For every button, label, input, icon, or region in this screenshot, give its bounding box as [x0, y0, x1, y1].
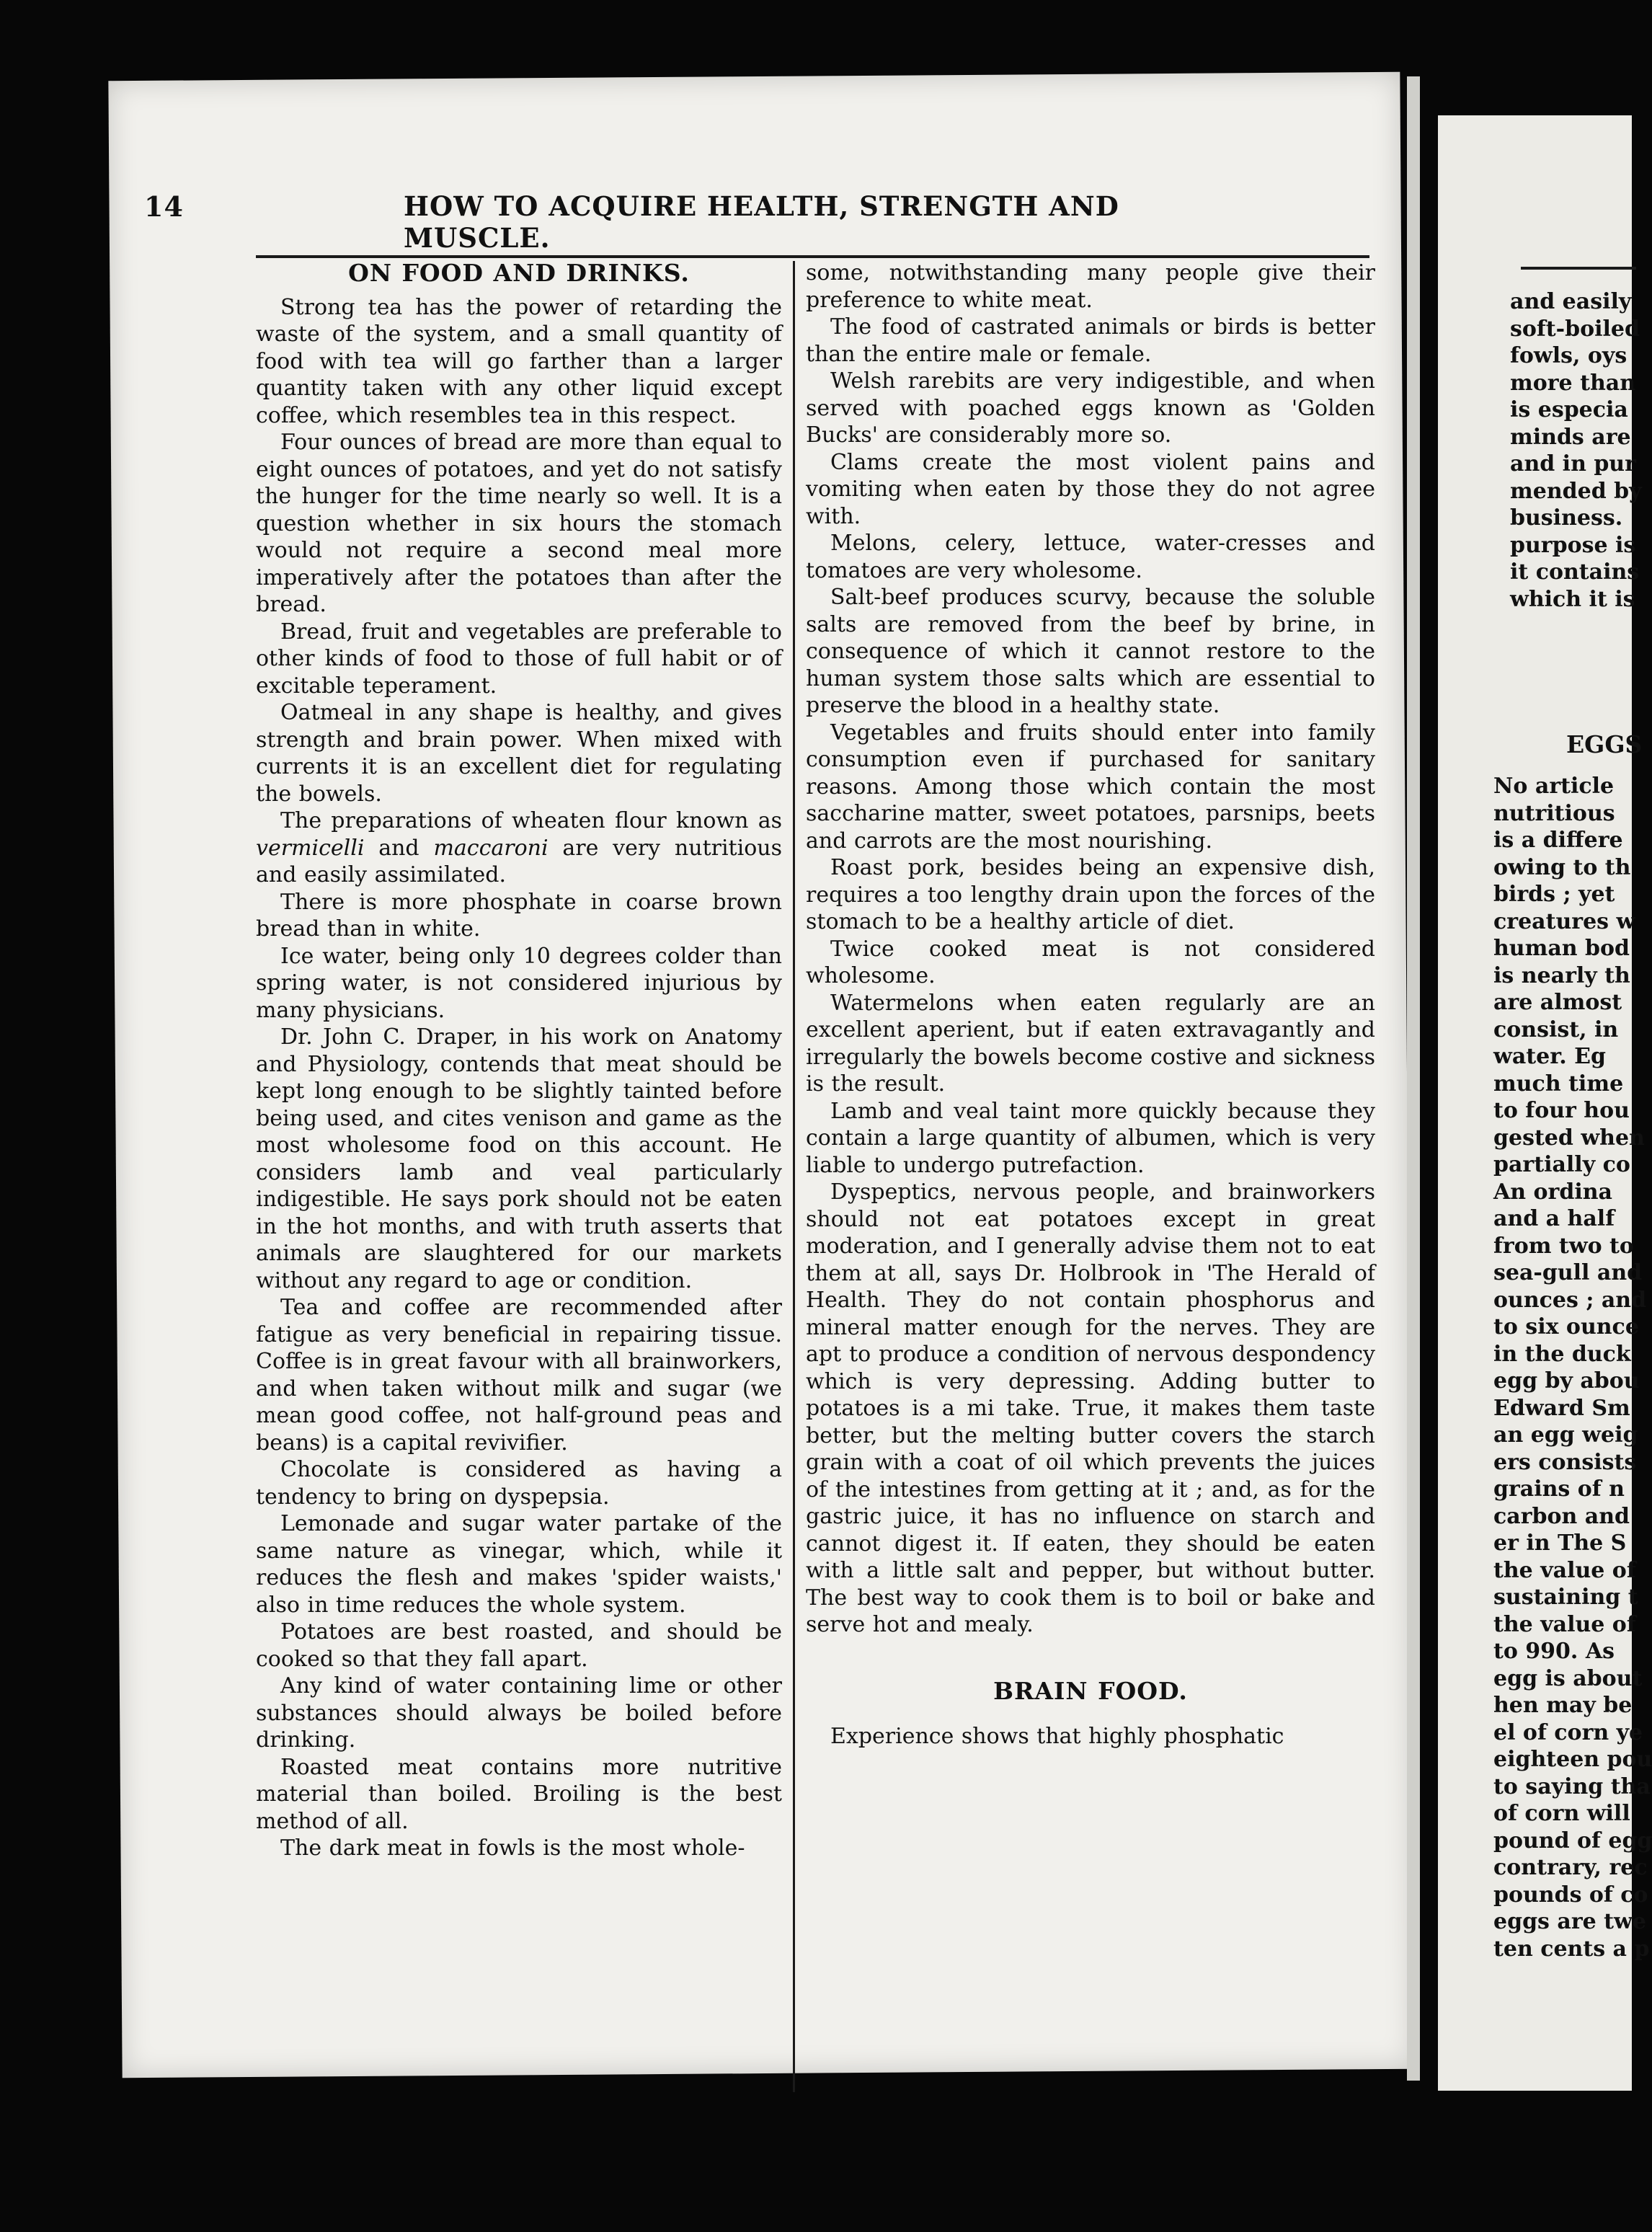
next-page-lines-bottom [1493, 773, 1652, 1962]
next-page-line: are almost [1493, 990, 1622, 1015]
next-page-line: egg is about [1493, 1665, 1643, 1691]
next-page-line: nutritious [1493, 800, 1615, 826]
next-page-line: is nearly th [1493, 962, 1630, 988]
paragraph: Watermelons when eaten regularly are an excellent aperient, but if eaten extravagantly and irregularly the bowels become costive and sickness is the result. [806, 990, 1375, 1097]
paragraph-continued: some, notwithstanding many people give their preference to white meat. [806, 260, 1375, 313]
next-page-line: ers consists [1493, 1449, 1637, 1475]
next-page-line: much time [1493, 1071, 1624, 1097]
paragraph: Experience shows that highly phosphatic [830, 1724, 1284, 1749]
next-page-line: and a half [1493, 1206, 1615, 1231]
next-page-line: sea-gull and [1493, 1260, 1643, 1285]
next-page-line: an egg weig [1493, 1422, 1638, 1448]
paragraph: Salt-beef produces scurvy, because the soluble salts are removed from the beef by brine, in consequence of which it cannot restore to the human system those salts which are essential to preserve the blood in a healthy state. [806, 585, 1375, 718]
next-page-line: el of corn ye [1493, 1719, 1643, 1745]
next-page-line: water. Eg [1493, 1044, 1606, 1069]
text-run: The preparations of wheaten flour known as [280, 808, 782, 833]
next-page-line: egg by abou [1493, 1368, 1640, 1394]
next-page-line: contrary, rec [1493, 1855, 1648, 1880]
paragraph: Melons, celery, lettuce, water-cresses and tomatoes are very wholesome. [806, 531, 1375, 583]
next-page-line: fowls, oys [1510, 343, 1627, 368]
paragraph-wheaten-flour [256, 807, 782, 889]
next-page-line: eggs are twe [1493, 1909, 1646, 1934]
paragraph: Four ounces of bread are more than equal to eight ounces of potatoes, and yet do not satisfy the hunger for the time nearly so well. It is a question whether in six hours the stomach would not require a second meal more imperatively after the potatoes than after the bread. [256, 430, 782, 617]
next-page-line: to four hou [1493, 1098, 1630, 1123]
paragraph: Potatoes are best roasted, and should be cooked so that they fall apart. [256, 1619, 782, 1672]
next-page-line: to saying tha [1493, 1773, 1651, 1799]
next-page-line: to 990. As [1493, 1639, 1615, 1664]
next-page-line: in the duck [1493, 1341, 1631, 1367]
paragraph: The food of castrated animals or birds is better than the entire male or female. [806, 314, 1375, 367]
next-page-line: owing to th [1493, 854, 1631, 880]
next-page-line: the value of [1493, 1557, 1636, 1583]
next-page-header-rule [1521, 267, 1636, 270]
next-page-line: business. [1510, 505, 1623, 531]
next-page-line: eighteen pou [1493, 1747, 1652, 1772]
header-rule [256, 255, 1369, 258]
next-page-line: birds ; yet [1493, 882, 1615, 907]
next-page-line: grains of n [1493, 1476, 1625, 1502]
paragraph: The dark meat in fowls is the most whole- [280, 1835, 745, 1861]
next-page-line: it contains [1510, 559, 1640, 585]
paragraph: Clams create the most violent pains and vomiting when eaten by those they do not agree with. [806, 449, 1375, 529]
paragraph: Vegetables and fruits should enter into family consumption even if purchased for sanitary reasons. Among those which contain the most saccharine matter, sweet potatoes, parsnips, beets and carrots are the most nourishing. [806, 719, 1375, 854]
paragraph: Tea and coffee are recommended after fatigue as very beneficial in repairing tissue. Coffee is in great favour with all brainworkers, and when taken without milk and sugar (we mean good coffee, not half-ground peas and beans) is a capital revivifier. [256, 1295, 782, 1456]
next-page-line: hen may be [1493, 1693, 1633, 1718]
next-page-line: and easily [1510, 289, 1632, 314]
next-page-line: partially co [1493, 1152, 1630, 1177]
page-edge [1407, 76, 1420, 2081]
page-number: 14 [144, 190, 184, 223]
paragraph: Welsh rarebits are very indigestible, and when served with poached eggs known as 'Golden Bucks' are considerably more so. [806, 368, 1375, 448]
next-page-line: Edward Sm [1493, 1395, 1630, 1421]
next-page-line: ten cents a p [1493, 1936, 1650, 1962]
paragraph: Any kind of water containing lime or other substances should always be boiled before drinking. [256, 1673, 782, 1753]
term-vermicelli: vermicelli [256, 835, 365, 861]
next-page-line: carbon and [1493, 1503, 1630, 1529]
next-page-line: purpose is [1510, 532, 1636, 558]
term-maccaroni: maccaroni [433, 835, 549, 861]
paragraph: Ice water, being only 10 degrees colder than spring water, is not considered injurious by many physicians. [256, 943, 782, 1023]
paragraph: Roasted meat contains more nutritive material than boiled. Broiling is the best method of all. [256, 1754, 782, 1834]
next-page-line: consist, in [1493, 1017, 1619, 1042]
right-column [806, 260, 1375, 1750]
paragraph: Dr. John C. Draper, in his work on Anatomy and Physiology, contends that meat should be kept long enough to be slightly tainted before being used, and cites venison and game as the most wholesome food on this account. He considers lamb and veal particularly indigestible. He says pork should not be eaten in the hot months, and with truth asserts that animals are slaughtered for our markets without any regard to age or condition. [256, 1024, 782, 1293]
column-divider [793, 261, 795, 2092]
next-page-line: which it is [1510, 586, 1635, 612]
paragraph: Twice cooked meat is not considered wholesome. [806, 936, 1375, 988]
section-title: ON FOOD AND DRINKS. [348, 259, 690, 287]
next-page-line: soft-boiled [1510, 316, 1640, 342]
next-page-line: gested when [1493, 1125, 1645, 1151]
next-page-line: and in pur [1510, 451, 1636, 477]
paragraph: Lamb and veal taint more quickly because they contain a large quantity of albumen, which is very liable to undergo putrefaction. [806, 1098, 1375, 1178]
next-page-line: ounces ; and [1493, 1287, 1647, 1313]
next-page-line: minds are [1510, 424, 1631, 450]
running-title: HOW TO ACQUIRE HEALTH, STRENGTH AND MUSCLE. [404, 190, 1119, 254]
next-page-line: pounds of co [1493, 1882, 1648, 1908]
next-page-line: No article [1493, 774, 1615, 799]
next-page-line: to six ounce [1493, 1314, 1639, 1339]
next-page-fragment [1438, 115, 1652, 2091]
brain-food-title: BRAIN FOOD. [993, 1676, 1188, 1705]
next-page-line: mended by [1510, 478, 1642, 504]
next-page-line: An ordina [1493, 1179, 1612, 1205]
paragraph: Oatmeal in any shape is healthy, and gives strength and brain power. When mixed with currents it is an excellent diet for regulating the bowels. [256, 700, 782, 807]
paragraph: Chocolate is considered as having a tendency to bring on dyspepsia. [256, 1457, 782, 1510]
next-page-line: human bod [1493, 936, 1630, 961]
next-page-line: is especia [1510, 397, 1628, 422]
left-column [256, 260, 782, 1862]
next-page-line: is a differe [1493, 828, 1623, 853]
next-page-line: creatures w [1493, 908, 1635, 934]
next-page-line: sustaining t [1493, 1585, 1638, 1610]
next-page-line: from two to [1493, 1233, 1634, 1259]
paragraph: Dyspeptics, nervous people, and brainworkers should not eat potatoes except in great moderation, and I generally advise them not to eat them at all, says Dr. Holbrook in 'The Herald of Health. They do not contain phosphorus and mineral matter enough for the nerves. They are apt to produce a condition of nervous despondency which is very depressing. Adding butter to potatoes is a mi take. True, it makes them taste better, but the melting butter covers the starch grain with a coat of oil which prevents the juices of the intestines from getting at it ; and, as for the gastric juice, it has no influence on starch and cannot digest it. If eaten, they should be eaten with a little salt and pepper, but without butter. The best way to cook them is to boil or bake and serve hot and mealy. [806, 1179, 1375, 1637]
next-page-line: er in The S [1493, 1531, 1627, 1556]
next-page-line: pound of egg [1493, 1828, 1652, 1854]
next-page-heading: EGGS [1566, 730, 1643, 758]
text-run: and [364, 835, 434, 861]
next-page-line: of corn will [1493, 1801, 1630, 1826]
paragraph: Lemonade and sugar water partake of the same nature as vinegar, which, while it reduces the flesh and makes 'spider waists,' also in time reduces the whole system. [256, 1511, 782, 1618]
paragraph: Strong tea has the power of retarding the waste of the system, and a small quantity of food with tea will go farther than a larger quantity taken with any other liquid except coffee, which resembles tea in this respect. [256, 294, 782, 428]
text-run: are very nutritious and easily assimilated. [256, 835, 782, 887]
next-page-lines-top [1510, 288, 1642, 613]
paragraph: There is more phosphate in coarse brown bread than in white. [256, 889, 782, 942]
next-page-line: more than [1510, 370, 1636, 396]
next-page-line: the value of [1493, 1611, 1636, 1637]
running-head [144, 190, 1269, 254]
paragraph: Bread, fruit and vegetables are preferable to other kinds of food to those of full habit or of excitable teperament. [256, 619, 782, 699]
paragraph: Roast pork, besides being an expensive dish, requires a too lengthy drain upon the forces of the stomach to be a healthy article of diet. [806, 855, 1375, 934]
